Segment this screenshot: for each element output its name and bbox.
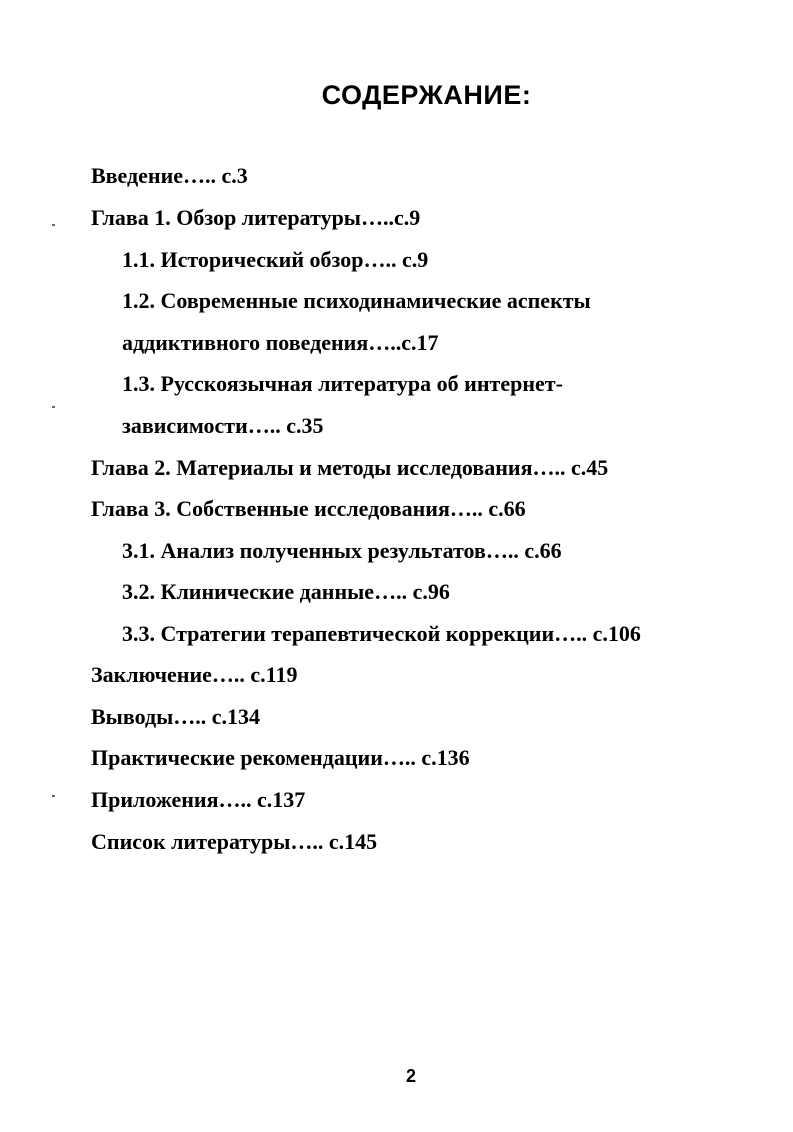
toc-entry-chapter-1: Глава 1. Обзор литературы…..с.9: [91, 205, 421, 230]
toc-entry-section-1-2-continued: аддиктивного поведения…..с.17: [122, 330, 439, 355]
toc-entry-introduction: Введение….. с.3: [91, 163, 248, 188]
toc-entry-section-3-1: 3.1. Анализ полученных результатов….. с.66: [122, 538, 562, 563]
scan-speck: [52, 795, 55, 797]
page-number: 2: [405, 1066, 416, 1086]
toc-entry-chapter-3: Глава 3. Собственные исследования….. с.66: [91, 496, 526, 521]
toc-entry-section-3-3: 3.3. Стратегии терапевтической коррекции….. с.106: [122, 621, 641, 646]
scan-speck: [52, 224, 55, 226]
toc-entry-chapter-2: Глава 2. Материалы и методы исследования….. с.45: [91, 455, 609, 480]
toc-entry-section-1-3-continued: зависимости….. с.35: [122, 413, 324, 438]
toc-entry-references: Список литературы….. с.145: [91, 829, 378, 854]
toc-entry-findings: Выводы….. с.134: [91, 704, 261, 729]
toc-entry-appendices: Приложения….. с.137: [91, 787, 306, 812]
toc-entry-section-1-1: 1.1. Исторический обзор….. с.9: [122, 247, 429, 272]
scan-speck: [52, 406, 55, 408]
toc-entry-section-3-2: 3.2. Клинические данные….. с.96: [122, 579, 450, 604]
toc-entry-section-1-3: 1.3. Русскоязычная литература об интернет-: [122, 371, 563, 396]
toc-entry-conclusion: Заключение….. с.119: [91, 662, 298, 687]
page-title: СОДЕРЖАНИЕ:: [321, 80, 532, 110]
toc-entry-section-1-2: 1.2. Современные психодинамические аспекты: [122, 288, 591, 313]
toc-entry-recommendations: Практические рекомендации….. с.136: [91, 745, 470, 770]
